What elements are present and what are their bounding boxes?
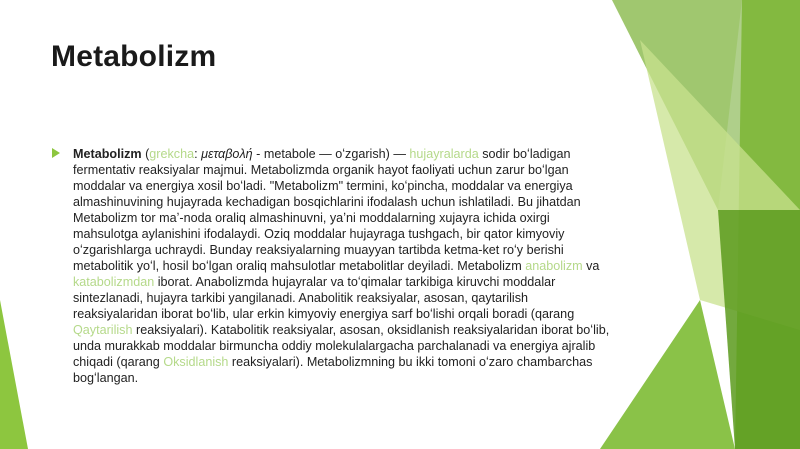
text-run: reaksiyalari). Metabolizmning bu ikki tomoni oʻzaro chambarchas bogʻlangan.	[73, 355, 593, 385]
slide-body	[52, 146, 612, 386]
paragraph	[73, 146, 612, 386]
term-bold: Metabolizm	[73, 147, 142, 161]
slide-title: Metabolizm	[51, 40, 217, 73]
deco-bottom-facet	[600, 300, 735, 449]
text-run: reaksiyalari). Katabolitik reaksiyalar, asosan, oksidlanish reaksiyalaridan iborat boʻlib, unda murakkab moddalar birmuncha oddiy molekulalargacha parchalanadi va energiya ajralib chiqadi (qarang	[73, 323, 610, 369]
link-cells[interactable]: hujayralarda	[409, 147, 479, 161]
text-run: - metabole — oʻzgarish) —	[252, 147, 410, 161]
deco-right-facet-deep	[718, 210, 800, 449]
deco-left-wedge	[0, 300, 28, 449]
link-oxidation[interactable]: Oksidlanish	[163, 355, 229, 369]
text-run: :	[194, 147, 202, 161]
link-catabolism[interactable]: katabolizmdan	[73, 275, 155, 289]
text-run: va	[582, 259, 600, 273]
text-run: iborat. Anabolizmda hujayralar va toʻqimalar tarkibiga kiruvchi moddalar sintezlanadi, hujayra tarkibi yangilanadi. Anabolitik reaksiyalar, asosan, qaytarilish reaksiyalaridan iborat boʻlib, ular erkin kimyoviy energiya sarf boʻlishi orqali boradi (qarang	[73, 275, 575, 321]
link-greek-lang[interactable]: grekcha	[149, 147, 195, 161]
link-anabolism[interactable]: anabolizm	[525, 259, 583, 273]
triangle-bullet-icon	[52, 148, 60, 158]
greek-word: μεταβολή	[201, 147, 253, 161]
text-run: sodir boʻladigan fermentativ reaksiyalar majmui. Metabolizmda organik hayot faoliyati uchun zarur boʻlgan moddalar va energiya xosil boʻladi. "Metabolizm" termini, koʻpincha, moddalar va energiya almashinuvining hujayrada kechadigan bosqichlarini ifodalash uchun ishlatiladi. Bu jihatdan Metabolizm tor maʼ-noda oraliq almashinuvni, yaʼni moddalarning xujayra ichida oxirgi mahsulotga aylanishini ifodalaydi. Oziq moddalar hujayraga tushgach, bir qator kimyoviy oʻzgarishlarga uchraydi. Bunday reaksiyalarning muayyan tartibda ketma-ket roʻy berishi metabolitik yoʻl, hosil boʻlgan oraliq mahsulotlar metabolitlar deyiladi. Metabolizm	[73, 147, 581, 273]
link-reduction[interactable]: Qaytarilish	[73, 323, 133, 337]
text-run: (	[141, 147, 150, 161]
